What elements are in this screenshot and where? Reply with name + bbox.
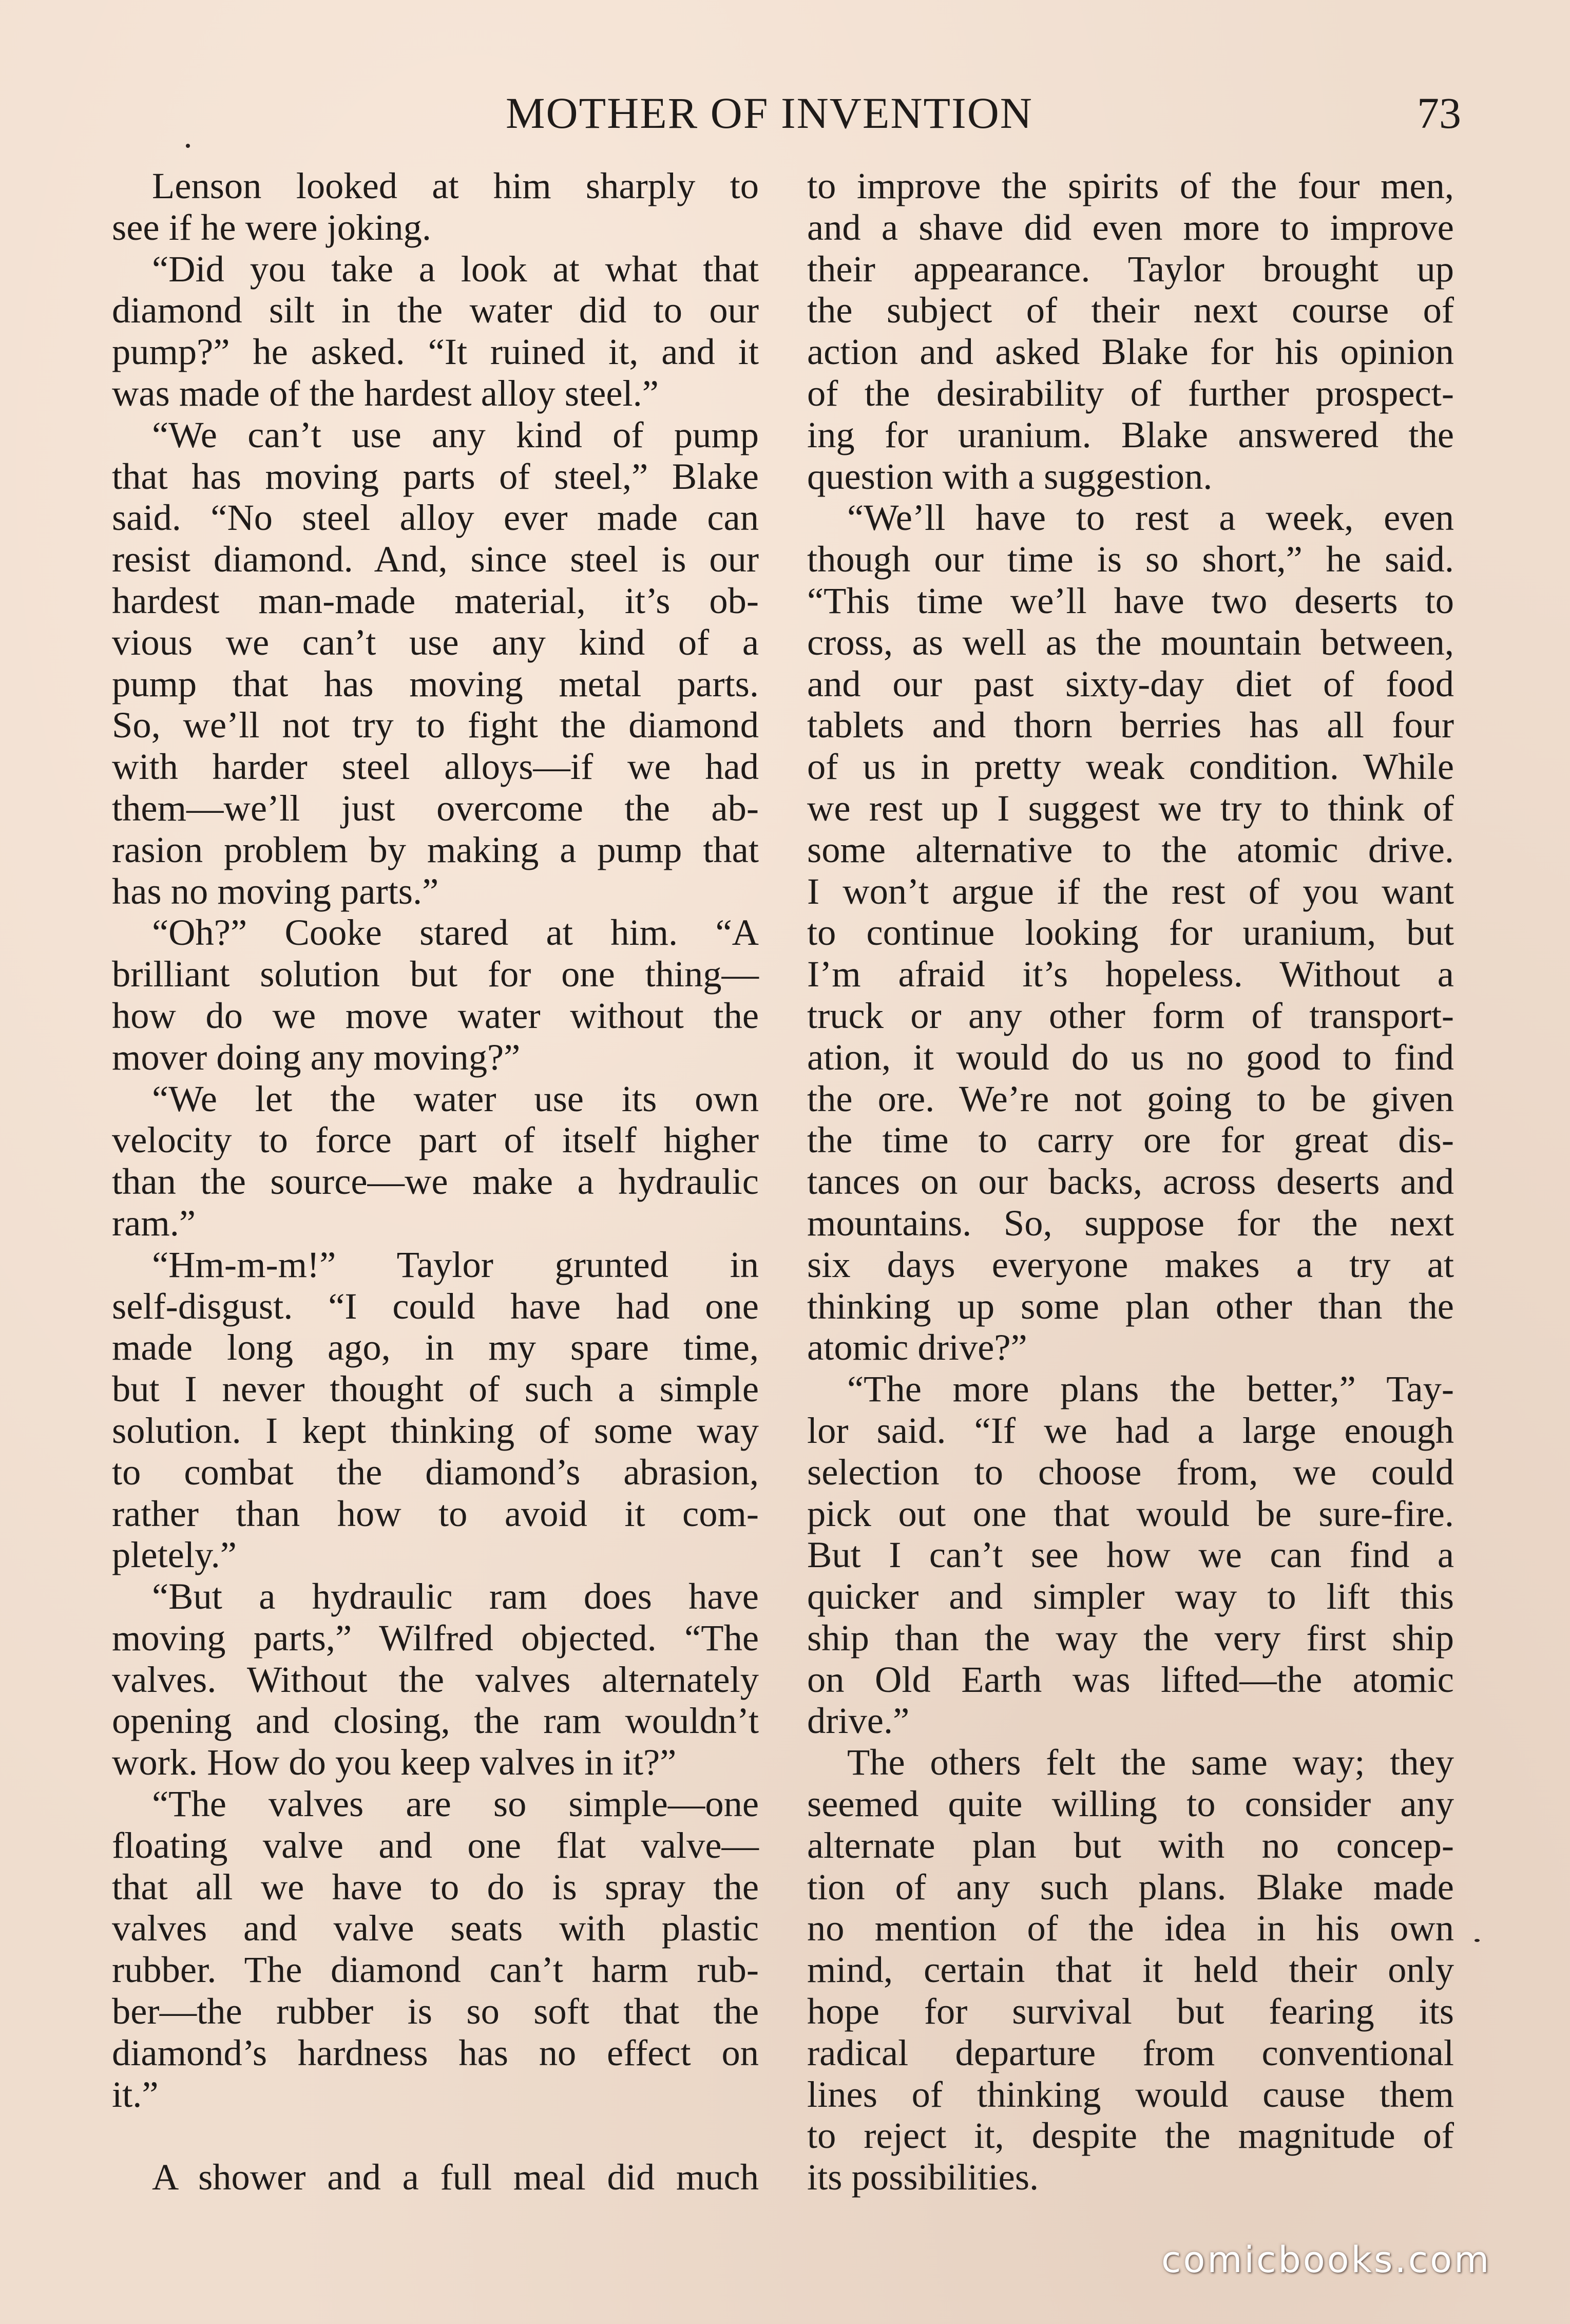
text-line: was made of the hardest alloy steel.” — [112, 372, 659, 414]
text-line: cross, as well as the mountain between, — [807, 621, 1454, 663]
text-line: but I never thought of such a simple — [112, 1368, 759, 1410]
text-line: said. “No steel alloy ever made can — [112, 497, 759, 539]
text-line: tances on our backs, across deserts and — [807, 1160, 1454, 1203]
text-line: on Old Earth was lifted—the atomic — [807, 1658, 1454, 1700]
text-line: self-disgust. “I could have had one — [112, 1285, 759, 1327]
text-line: The others felt the same way; they — [847, 1741, 1454, 1783]
text-line: action and asked Blake for his opinion — [807, 331, 1454, 373]
text-line: though our time is so short,” he said. — [807, 538, 1454, 580]
text-line: of the desirability of further prospect- — [807, 372, 1454, 414]
text-line: So, we’ll not try to fight the diamond — [112, 704, 759, 746]
text-line: “Oh?” Cooke stared at him. “A — [152, 911, 759, 954]
text-line: opening and closing, the ram wouldn’t — [112, 1700, 759, 1742]
text-line: their appearance. Taylor brought up — [807, 247, 1454, 290]
text-line: and our past sixty-day diet of food — [807, 662, 1454, 704]
text-line: mind, certain that it held their only — [807, 1949, 1454, 1991]
text-line: ation, it would do us no good to find — [807, 1036, 1454, 1078]
text-line: six days everyone makes a try at — [807, 1243, 1454, 1285]
text-line: see if he were joking. — [112, 206, 432, 248]
text-line: some alternative to the atomic drive. — [807, 828, 1454, 870]
text-line: mover doing any moving?” — [112, 1036, 521, 1078]
text-line: I’m afraid it’s hopeless. Without a — [807, 953, 1454, 995]
text-line: to improve the spirits of the four men, — [807, 165, 1454, 206]
text-line: hardest man-made material, it’s ob- — [112, 579, 759, 621]
text-line: rasion problem by making a pump that — [112, 828, 759, 870]
text-line: “We’ll have to rest a week, even — [847, 497, 1454, 539]
text-line: diamond’s hardness has no effect on — [112, 2031, 759, 2073]
text-line: we rest up I suggest we try to think of — [807, 787, 1454, 829]
text-line: A shower and a full meal did much — [152, 2156, 759, 2198]
text-line: quicker and simpler way to lift this — [807, 1575, 1454, 1617]
text-line: “We can’t use any kind of pump — [152, 413, 759, 455]
text-line: rubber. The diamond can’t harm rub- — [112, 1949, 759, 1991]
text-line: thinking up some plan other than the — [807, 1285, 1454, 1327]
text-line: ber—the rubber is so soft that the — [112, 1990, 759, 2032]
text-line: brilliant solution but for one thing— — [112, 953, 759, 995]
paragraph-break — [112, 2115, 759, 2157]
text-line: them—we’ll just overcome the ab- — [112, 787, 759, 829]
ink-speck — [186, 144, 190, 148]
page-number: 73 — [1417, 88, 1461, 138]
text-line: question with a suggestion. — [807, 455, 1213, 497]
text-line: radical departure from conventional — [807, 2031, 1454, 2073]
text-line: ing for uranium. Blake answered the — [807, 413, 1454, 455]
text-line: mountains. So, suppose for the next — [807, 1202, 1454, 1244]
text-line: I won’t argue if the rest of you want — [807, 870, 1454, 912]
text-line: no mention of the idea in his own — [807, 1907, 1454, 1949]
text-line: floating valve and one flat valve— — [112, 1824, 759, 1866]
text-line: it.” — [112, 2073, 159, 2115]
text-line: solution. I kept thinking of some way — [112, 1409, 759, 1451]
text-line: has no moving parts.” — [112, 870, 439, 912]
text-line: that has moving parts of steel,” Blake — [112, 455, 759, 497]
text-column-right — [807, 165, 1454, 2198]
text-line: valves and valve seats with plastic — [112, 1907, 759, 1949]
text-line: the subject of their next course of — [807, 289, 1454, 331]
text-line: pletely.” — [112, 1534, 237, 1576]
text-line: than the source—we make a hydraulic — [112, 1160, 759, 1203]
text-line: how do we move water without the — [112, 994, 759, 1036]
text-line: drive.” — [807, 1700, 910, 1742]
text-line: velocity to force part of itself higher — [112, 1119, 759, 1161]
text-line: ram.” — [112, 1202, 196, 1244]
text-line: moving parts,” Wilfred objected. “The — [112, 1616, 759, 1659]
text-line: atomic drive?” — [807, 1326, 1027, 1368]
text-line: the ore. We’re not going to be given — [807, 1077, 1454, 1119]
text-line: lor said. “If we had a large enough — [807, 1409, 1454, 1451]
text-line: its possibilities. — [807, 2156, 1039, 2198]
text-line: to reject it, despite the magnitude of — [807, 2115, 1454, 2157]
text-line: to combat the diamond’s abrasion, — [112, 1451, 759, 1493]
text-line: tablets and thorn berries has all four — [807, 704, 1454, 746]
text-line: “Hm-m-m!” Taylor grunted in — [152, 1243, 759, 1285]
text-line: Lenson looked at him sharply to — [152, 165, 759, 206]
text-line: that all we have to do is spray the — [112, 1865, 759, 1908]
text-line: “The valves are so simple—one — [152, 1783, 759, 1825]
text-line: of us in pretty weak condition. While — [807, 746, 1454, 788]
text-line: alternate plan but with no concep- — [807, 1824, 1454, 1866]
text-line: ship than the way the very first ship — [807, 1616, 1454, 1659]
running-title: MOTHER OF INVENTION — [506, 88, 1033, 138]
text-line: “Did you take a look at what that — [152, 247, 759, 290]
text-line: vious we can’t use any kind of a — [112, 621, 759, 663]
text-line: made long ago, in my spare time, — [112, 1326, 759, 1368]
text-line: tion of any such plans. Blake made — [807, 1865, 1454, 1908]
text-line: “But a hydraulic ram does have — [152, 1575, 759, 1617]
text-line: to continue looking for uranium, but — [807, 911, 1454, 954]
text-line: with harder steel alloys—if we had — [112, 746, 759, 788]
text-line: and a shave did even more to improve — [807, 206, 1454, 248]
text-line: diamond silt in the water did to our — [112, 289, 759, 331]
text-line: hope for survival but fearing its — [807, 1990, 1454, 2032]
text-line: selection to choose from, we could — [807, 1451, 1454, 1493]
text-line: pump?” he asked. “It ruined it, and it — [112, 331, 759, 373]
text-line: “The more plans the better,” Tay- — [847, 1368, 1454, 1410]
text-line: pick out one that would be sure-fire. — [807, 1492, 1454, 1534]
text-line: seemed quite willing to consider any — [807, 1783, 1454, 1825]
text-line: rather than how to avoid it com- — [112, 1492, 759, 1534]
text-line: “This time we’ll have two deserts to — [807, 579, 1454, 621]
ink-speck — [1475, 1939, 1480, 1942]
watermark: comicbooks.com — [1161, 2239, 1491, 2281]
text-line: “We let the water use its own — [152, 1077, 759, 1119]
text-line: the time to carry ore for great dis- — [807, 1119, 1454, 1161]
text-line: lines of thinking would cause them — [807, 2073, 1454, 2115]
text-line: valves. Without the valves alternately — [112, 1658, 759, 1700]
text-line: truck or any other form of transport- — [807, 994, 1454, 1036]
text-line: But I can’t see how we can find a — [807, 1534, 1454, 1576]
text-line: work. How do you keep valves in it?” — [112, 1741, 677, 1783]
text-column-left — [112, 165, 759, 2198]
page-header — [0, 87, 1570, 144]
text-line: resist diamond. And, since steel is our — [112, 538, 759, 580]
text-line: pump that has moving metal parts. — [112, 662, 759, 704]
